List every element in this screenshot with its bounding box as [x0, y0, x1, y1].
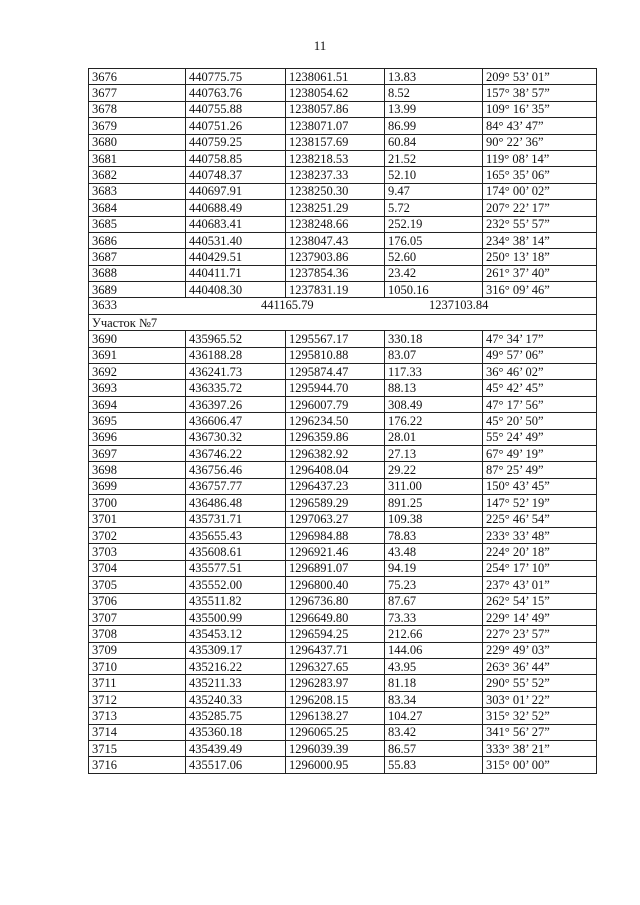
point-number: 3685 — [89, 216, 186, 232]
x-coordinate: 436606.47 — [186, 413, 286, 429]
table-row — [89, 69, 597, 85]
x-coordinate: 440429.51 — [186, 249, 286, 265]
bearing: 224° 20’ 18” — [483, 544, 597, 560]
bearing: 55° 24’ 49” — [483, 429, 597, 445]
x-coordinate: 435731.71 — [186, 511, 286, 527]
table-row — [89, 445, 597, 461]
point-number: 3699 — [89, 478, 186, 494]
distance: 83.42 — [385, 724, 483, 740]
table-row — [89, 527, 597, 543]
bearing: 261° 37’ 40” — [483, 265, 597, 281]
y-coordinate: 1296000.95 — [286, 757, 385, 773]
table-row — [89, 232, 597, 248]
x-coordinate: 440683.41 — [186, 216, 286, 232]
table-row — [89, 183, 597, 199]
x-coordinate: 440758.85 — [186, 150, 286, 166]
table-row — [89, 609, 597, 625]
distance: 94.19 — [385, 560, 483, 576]
distance: 252.19 — [385, 216, 483, 232]
y-coordinate: 1297063.27 — [286, 511, 385, 527]
point-number: 3681 — [89, 150, 186, 166]
point-number: 3711 — [89, 675, 186, 691]
point-number: 3682 — [89, 167, 186, 183]
bearing: 341° 56’ 27” — [483, 724, 597, 740]
table-row — [89, 167, 597, 183]
table-row — [89, 642, 597, 658]
table-row — [89, 200, 597, 216]
point-number: 3680 — [89, 134, 186, 150]
table-row — [89, 396, 597, 412]
x-coordinate: 435309.17 — [186, 642, 286, 658]
y-coordinate: 1296921.46 — [286, 544, 385, 560]
x-coordinate: 436730.32 — [186, 429, 286, 445]
y-coordinate: 1296736.80 — [286, 593, 385, 609]
table-row — [89, 495, 597, 511]
bearing: 207° 22’ 17” — [483, 200, 597, 216]
y-coordinate: 1237831.19 — [286, 282, 385, 298]
coordinates-table — [88, 68, 597, 774]
x-coordinate: 435608.61 — [186, 544, 286, 560]
closing-point: 3633 — [92, 298, 117, 313]
point-number: 3689 — [89, 282, 186, 298]
y-coordinate: 1296007.79 — [286, 396, 385, 412]
bearing: 229° 14’ 49” — [483, 609, 597, 625]
bearing: 67° 49’ 19” — [483, 445, 597, 461]
point-number: 3696 — [89, 429, 186, 445]
distance: 144.06 — [385, 642, 483, 658]
point-number: 3715 — [89, 741, 186, 757]
x-coordinate: 435655.43 — [186, 527, 286, 543]
point-number: 3678 — [89, 101, 186, 117]
point-number: 3702 — [89, 527, 186, 543]
table-row — [89, 577, 597, 593]
y-coordinate: 1238057.86 — [286, 101, 385, 117]
x-coordinate: 435500.99 — [186, 609, 286, 625]
y-coordinate: 1238061.51 — [286, 69, 385, 85]
point-number: 3710 — [89, 659, 186, 675]
section-title: Участок №7 — [89, 314, 597, 330]
y-coordinate: 1296437.23 — [286, 478, 385, 494]
x-coordinate: 435453.12 — [186, 626, 286, 642]
x-coordinate: 440748.37 — [186, 167, 286, 183]
distance: 43.95 — [385, 659, 483, 675]
bearing: 45° 20’ 50” — [483, 413, 597, 429]
table-row — [89, 364, 597, 380]
x-coordinate: 436188.28 — [186, 347, 286, 363]
bearing: 263° 36’ 44” — [483, 659, 597, 675]
distance: 104.27 — [385, 708, 483, 724]
table-row — [89, 675, 597, 691]
table-row — [89, 282, 597, 298]
x-coordinate: 436746.22 — [186, 445, 286, 461]
y-coordinate: 1296208.15 — [286, 691, 385, 707]
point-number: 3713 — [89, 708, 186, 724]
table-row — [89, 511, 597, 527]
distance: 87.67 — [385, 593, 483, 609]
y-coordinate: 1296234.50 — [286, 413, 385, 429]
distance: 21.52 — [385, 150, 483, 166]
point-number: 3694 — [89, 396, 186, 412]
table-row — [89, 249, 597, 265]
distance: 55.83 — [385, 757, 483, 773]
closing-row-cell — [89, 298, 597, 314]
bearing: 87° 25’ 49” — [483, 462, 597, 478]
point-number: 3697 — [89, 445, 186, 461]
section-title-row — [89, 314, 597, 330]
table-row — [89, 85, 597, 101]
distance: 330.18 — [385, 331, 483, 347]
distance: 5.72 — [385, 200, 483, 216]
table-row — [89, 265, 597, 281]
table-row — [89, 544, 597, 560]
bearing: 165° 35’ 06” — [483, 167, 597, 183]
point-number: 3716 — [89, 757, 186, 773]
point-number: 3706 — [89, 593, 186, 609]
point-number: 3690 — [89, 331, 186, 347]
bearing: 84° 43’ 47” — [483, 118, 597, 134]
point-number: 3701 — [89, 511, 186, 527]
table-row — [89, 757, 597, 773]
y-coordinate: 1238054.62 — [286, 85, 385, 101]
y-coordinate: 1296382.92 — [286, 445, 385, 461]
y-coordinate: 1296327.65 — [286, 659, 385, 675]
y-coordinate: 1238047.43 — [286, 232, 385, 248]
bearing: 254° 17’ 10” — [483, 560, 597, 576]
x-coordinate: 440759.25 — [186, 134, 286, 150]
x-coordinate: 435517.06 — [186, 757, 286, 773]
y-coordinate: 1296594.25 — [286, 626, 385, 642]
bearing: 227° 23’ 57” — [483, 626, 597, 642]
y-coordinate: 1295810.88 — [286, 347, 385, 363]
x-coordinate: 436397.26 — [186, 396, 286, 412]
x-coordinate: 435360.18 — [186, 724, 286, 740]
bearing: 303° 01’ 22” — [483, 691, 597, 707]
distance: 78.83 — [385, 527, 483, 543]
point-number: 3703 — [89, 544, 186, 560]
y-coordinate: 1296039.39 — [286, 741, 385, 757]
y-coordinate: 1295567.17 — [286, 331, 385, 347]
point-number: 3698 — [89, 462, 186, 478]
table-row — [89, 691, 597, 707]
x-coordinate: 435216.22 — [186, 659, 286, 675]
y-coordinate: 1237854.36 — [286, 265, 385, 281]
table-row — [89, 478, 597, 494]
y-coordinate: 1238250.30 — [286, 183, 385, 199]
bearing: 150° 43’ 45” — [483, 478, 597, 494]
bearing: 234° 38’ 14” — [483, 232, 597, 248]
point-number: 3709 — [89, 642, 186, 658]
bearing: 147° 52’ 19” — [483, 495, 597, 511]
x-coordinate: 435577.51 — [186, 560, 286, 576]
distance: 311.00 — [385, 478, 483, 494]
distance: 176.05 — [385, 232, 483, 248]
bearing: 209° 53’ 01” — [483, 69, 597, 85]
point-number: 3714 — [89, 724, 186, 740]
bearing: 237° 43’ 01” — [483, 577, 597, 593]
point-number: 3686 — [89, 232, 186, 248]
table-row — [89, 331, 597, 347]
point-number: 3704 — [89, 560, 186, 576]
y-coordinate: 1296649.80 — [286, 609, 385, 625]
x-coordinate: 440411.71 — [186, 265, 286, 281]
table-row — [89, 593, 597, 609]
bearing: 333° 38’ 21” — [483, 741, 597, 757]
x-coordinate: 440755.88 — [186, 101, 286, 117]
distance: 117.33 — [385, 364, 483, 380]
table-row — [89, 462, 597, 478]
y-coordinate: 1296283.97 — [286, 675, 385, 691]
distance: 212.66 — [385, 626, 483, 642]
y-coordinate: 1238248.66 — [286, 216, 385, 232]
x-coordinate: 435285.75 — [186, 708, 286, 724]
point-number: 3707 — [89, 609, 186, 625]
y-coordinate: 1237903.86 — [286, 249, 385, 265]
y-coordinate: 1238237.33 — [286, 167, 385, 183]
y-coordinate: 1238071.07 — [286, 118, 385, 134]
distance: 8.52 — [385, 85, 483, 101]
y-coordinate: 1296984.88 — [286, 527, 385, 543]
distance: 83.34 — [385, 691, 483, 707]
y-coordinate: 1238251.29 — [286, 200, 385, 216]
distance: 52.60 — [385, 249, 483, 265]
table-row — [89, 429, 597, 445]
table-row — [89, 659, 597, 675]
point-number: 3712 — [89, 691, 186, 707]
bearing: 316° 09’ 46” — [483, 282, 597, 298]
distance: 86.99 — [385, 118, 483, 134]
bearing: 262° 54’ 15” — [483, 593, 597, 609]
bearing: 225° 46’ 54” — [483, 511, 597, 527]
x-coordinate: 435511.82 — [186, 593, 286, 609]
distance: 88.13 — [385, 380, 483, 396]
table-row — [89, 708, 597, 724]
table-row — [89, 560, 597, 576]
table-row — [89, 347, 597, 363]
x-coordinate: 436756.46 — [186, 462, 286, 478]
bearing: 36° 46’ 02” — [483, 364, 597, 380]
point-number: 3679 — [89, 118, 186, 134]
point-number: 3676 — [89, 69, 186, 85]
bearing: 174° 00’ 02” — [483, 183, 597, 199]
distance: 29.22 — [385, 462, 483, 478]
x-coordinate: 435439.49 — [186, 741, 286, 757]
x-coordinate: 440763.76 — [186, 85, 286, 101]
x-coordinate: 440697.91 — [186, 183, 286, 199]
table-body-closing — [89, 298, 597, 331]
closing-row — [89, 298, 597, 314]
table-row — [89, 118, 597, 134]
point-number: 3692 — [89, 364, 186, 380]
distance: 28.01 — [385, 429, 483, 445]
table-row — [89, 626, 597, 642]
distance: 23.42 — [385, 265, 483, 281]
distance: 1050.16 — [385, 282, 483, 298]
x-coordinate: 436486.48 — [186, 495, 286, 511]
bearing: 233° 33’ 48” — [483, 527, 597, 543]
bearing: 47° 17’ 56” — [483, 396, 597, 412]
y-coordinate: 1296891.07 — [286, 560, 385, 576]
table-row — [89, 724, 597, 740]
table-row — [89, 134, 597, 150]
bearing: 290° 55’ 52” — [483, 675, 597, 691]
distance: 27.13 — [385, 445, 483, 461]
bearing: 157° 38’ 57” — [483, 85, 597, 101]
bearing: 45° 42’ 45” — [483, 380, 597, 396]
bearing: 232° 55’ 57” — [483, 216, 597, 232]
x-coordinate: 436757.77 — [186, 478, 286, 494]
point-number: 3684 — [89, 200, 186, 216]
distance: 81.18 — [385, 675, 483, 691]
x-coordinate: 435965.52 — [186, 331, 286, 347]
bearing: 90° 22’ 36” — [483, 134, 597, 150]
bearing: 250° 13’ 18” — [483, 249, 597, 265]
table-row — [89, 380, 597, 396]
x-coordinate: 440751.26 — [186, 118, 286, 134]
closing-x: 441165.79 — [261, 298, 314, 313]
distance: 308.49 — [385, 396, 483, 412]
bearing: 47° 34’ 17” — [483, 331, 597, 347]
y-coordinate: 1238157.69 — [286, 134, 385, 150]
distance: 176.22 — [385, 413, 483, 429]
x-coordinate: 440688.49 — [186, 200, 286, 216]
table-row — [89, 413, 597, 429]
bearing: 229° 49’ 03” — [483, 642, 597, 658]
y-coordinate: 1296408.04 — [286, 462, 385, 478]
distance: 109.38 — [385, 511, 483, 527]
y-coordinate: 1296800.40 — [286, 577, 385, 593]
table-body-lower — [89, 331, 597, 774]
distance: 13.83 — [385, 69, 483, 85]
distance: 75.23 — [385, 577, 483, 593]
y-coordinate: 1295944.70 — [286, 380, 385, 396]
table-body-upper — [89, 69, 597, 298]
x-coordinate: 435240.33 — [186, 691, 286, 707]
y-coordinate: 1296589.29 — [286, 495, 385, 511]
distance: 52.10 — [385, 167, 483, 183]
distance: 86.57 — [385, 741, 483, 757]
bearing: 109° 16’ 35” — [483, 101, 597, 117]
distance: 83.07 — [385, 347, 483, 363]
point-number: 3708 — [89, 626, 186, 642]
bearing: 315° 32’ 52” — [483, 708, 597, 724]
table-row — [89, 741, 597, 757]
distance: 9.47 — [385, 183, 483, 199]
distance: 60.84 — [385, 134, 483, 150]
x-coordinate: 436241.73 — [186, 364, 286, 380]
point-number: 3683 — [89, 183, 186, 199]
closing-y: 1237103.84 — [429, 298, 489, 313]
point-number: 3700 — [89, 495, 186, 511]
y-coordinate: 1296065.25 — [286, 724, 385, 740]
point-number: 3705 — [89, 577, 186, 593]
point-number: 3687 — [89, 249, 186, 265]
x-coordinate: 440531.40 — [186, 232, 286, 248]
point-number: 3693 — [89, 380, 186, 396]
x-coordinate: 440408.30 — [186, 282, 286, 298]
point-number: 3691 — [89, 347, 186, 363]
x-coordinate: 435211.33 — [186, 675, 286, 691]
bearing: 119° 08’ 14” — [483, 150, 597, 166]
y-coordinate: 1296359.86 — [286, 429, 385, 445]
point-number: 3688 — [89, 265, 186, 281]
y-coordinate: 1295874.47 — [286, 364, 385, 380]
y-coordinate: 1296138.27 — [286, 708, 385, 724]
page-number: 11 — [313, 38, 327, 53]
distance: 43.48 — [385, 544, 483, 560]
distance: 73.33 — [385, 609, 483, 625]
y-coordinate: 1296437.71 — [286, 642, 385, 658]
point-number: 3695 — [89, 413, 186, 429]
bearing: 315° 00’ 00” — [483, 757, 597, 773]
distance: 891.25 — [385, 495, 483, 511]
bearing: 49° 57’ 06” — [483, 347, 597, 363]
table-row — [89, 150, 597, 166]
table-row — [89, 101, 597, 117]
x-coordinate: 435552.00 — [186, 577, 286, 593]
y-coordinate: 1238218.53 — [286, 150, 385, 166]
distance: 13.99 — [385, 101, 483, 117]
table-row — [89, 216, 597, 232]
x-coordinate: 440775.75 — [186, 69, 286, 85]
point-number: 3677 — [89, 85, 186, 101]
x-coordinate: 436335.72 — [186, 380, 286, 396]
